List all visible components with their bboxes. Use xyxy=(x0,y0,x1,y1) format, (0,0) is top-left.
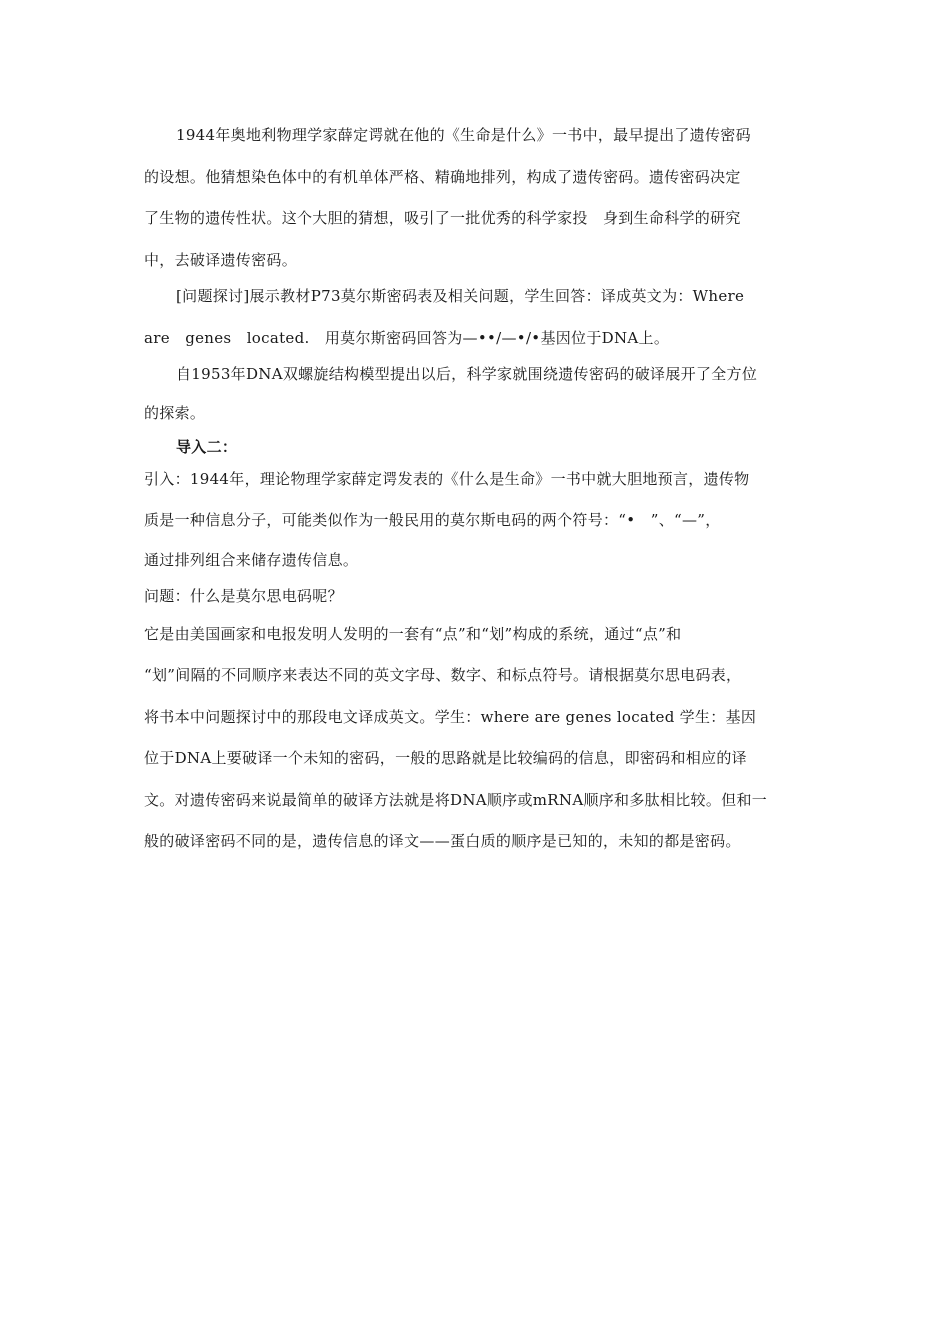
paragraph-line: 质是一种信息分子，可能类似作为一般民用的莫尔斯电码的两个符号：“• ”、“—”， xyxy=(144,511,721,529)
paragraph-line: are genes located. 用莫尔斯密码回答为—••/—•/•基因位于DNA上。 xyxy=(144,329,670,347)
paragraph-line: 文。对遗传密码来说最简单的破译方法就是将DNA顺序或mRNA顺序和多肽相比较。但和一 xyxy=(144,791,768,809)
paragraph-line: 将书本中问题探讨中的那段电文译成英文。学生：where are genes located 学生：基因 xyxy=(144,708,757,726)
section-heading: 导入二： xyxy=(176,438,238,456)
paragraph-line: 引入：1944年，理论物理学家薛定谔发表的《什么是生命》一书中就大胆地预言，遗传物 xyxy=(144,470,750,488)
question-line: 问题：什么是莫尔思电码呢？ xyxy=(144,587,343,605)
paragraph-line: 了生物的遗传性状。这个大胆的猜想，吸引了一批优秀的科学家投 身到生命科学的研究 xyxy=(144,209,741,227)
paragraph-line: 它是由美国画家和电报发明人发明的一套有“点”和“划”构成的系统，通过“点”和 xyxy=(144,625,682,643)
paragraph-line: 通过排列组合来储存遗传信息。 xyxy=(144,551,359,569)
paragraph-line: “划”间隔的不同顺序来表达不同的英文字母、数字、和标点符号。请根据莫尔思电码表， xyxy=(144,666,742,684)
paragraph-line: 的设想。他猜想染色体中的有机单体严格、精确地排列，构成了遗传密码。遗传密码决定 xyxy=(144,168,741,186)
paragraph-line: 的探索。 xyxy=(144,404,206,422)
paragraph-line: 自1953年DNA双螺旋结构模型提出以后，科学家就围绕遗传密码的破译展开了全方位 xyxy=(176,365,758,383)
paragraph-line: 中，去破译遗传密码。 xyxy=(144,251,298,269)
paragraph-line: 位于DNA上要破译一个未知的密码，一般的思路就是比较编码的信息，即密码和相应的译 xyxy=(144,749,747,767)
paragraph-line: [问题探讨]展示教材P73莫尔斯密码表及相关问题，学生回答：译成英文为：Where xyxy=(176,287,745,305)
paragraph-line: 1944年奥地利物理学家薛定谔就在他的《生命是什么》一书中，最早提出了遗传密码 xyxy=(176,126,751,144)
paragraph-line: 般的破译密码不同的是，遗传信息的译文——蛋白质的顺序是已知的，未知的都是密码。 xyxy=(144,832,741,850)
